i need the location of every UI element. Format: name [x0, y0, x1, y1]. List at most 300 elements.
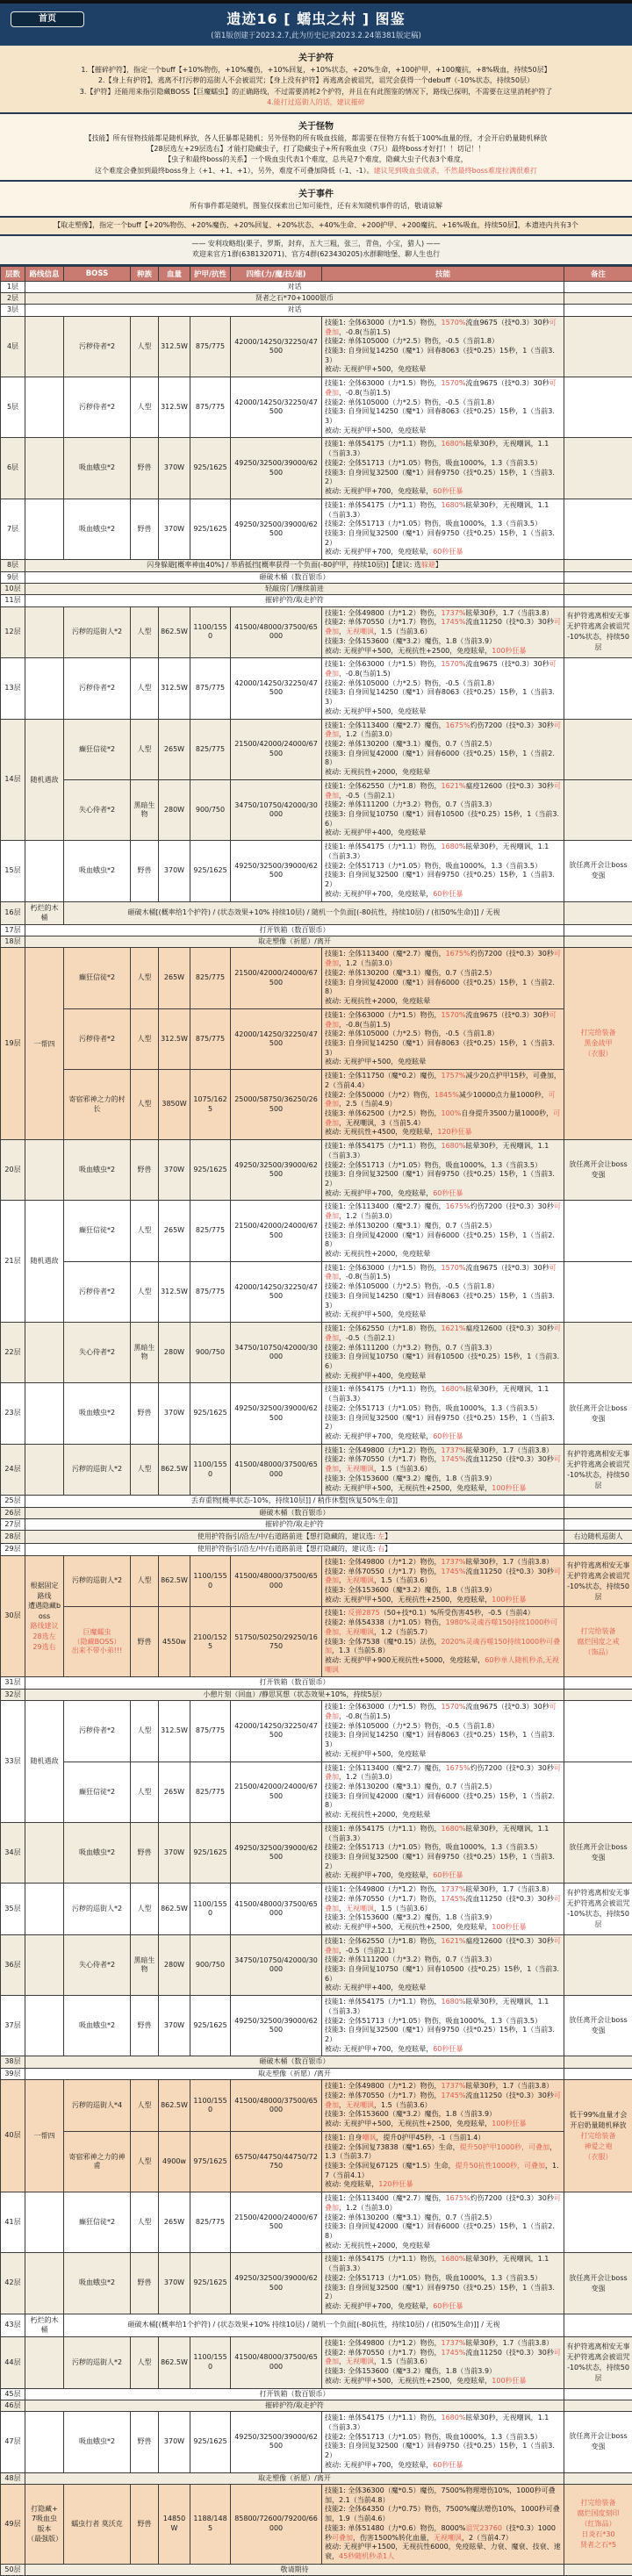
boss-name-cell: 癫狂信徒*2: [64, 2192, 131, 2253]
armor-cell: 875/775: [190, 658, 231, 719]
floor-cell: 27层: [1, 1519, 25, 1531]
species-cell: 野兽: [131, 499, 159, 559]
armor-cell: 925/1625: [190, 2253, 231, 2314]
species-cell: 野兽: [131, 1140, 159, 1201]
route-cell: [25, 316, 64, 377]
remark-cell: 有护符逃离相安无事 无护符逃离会被诅咒 -10%状态，持续50层: [564, 606, 632, 658]
table-row: [1, 1531, 632, 1544]
route-cell: [25, 1444, 64, 1496]
event-cell: 摧碎护符/取走护符: [25, 595, 564, 606]
floor-cell: 13层: [1, 658, 25, 719]
remark-cell: [564, 438, 632, 499]
floor-cell: 14层: [1, 719, 25, 841]
armor-cell: 1100/1550: [190, 2080, 231, 2132]
floor-cell: 37层: [1, 1996, 25, 2056]
route-cell: [25, 1323, 64, 1383]
stats-cell: 49250/32500/39000/62500: [231, 1822, 322, 1883]
event-cell: 对话: [25, 305, 564, 316]
remark-cell: 右边随机巡街人: [564, 1531, 632, 1544]
col-header-species: 种族: [131, 266, 159, 281]
remark-cell: [564, 1544, 632, 1555]
stats-cell: 42000/14250/32250/47500: [231, 1261, 322, 1322]
armor-cell: 900/750: [190, 779, 231, 840]
stats-cell: 65750/44750/44750/72750: [231, 2131, 322, 2192]
skills-cell: 技能1: 全体63000（力*1.5）物伤，1570%流血9675（技*0.3）30秒可叠加，-0.8(当前1.5) 技能2: 单体105000（力*2.5）物伤，-0.5（当前1.8） 技能3: 自身回复14250（魔*1）回春8063（技*0.25）15秒，1（当前3.3） 被动: 无视护甲+500，免疫眩晕: [322, 316, 564, 377]
skills-cell: 技能1: 全体63000（力*1.5）物伤，1570%流血9675（技*0.3）30秒可叠加，-0.8(当前1.5) 技能2: 单体105000（力*2.5）物伤，-0.5（当前1.8） 技能3: 自身回复14250（魔*1）回春8063（技*0.25）15秒，1（当前3.3） 被动: 无视护甲+500，免疫眩晕: [322, 1701, 564, 1762]
remark-cell: [564, 2192, 632, 2253]
event-cell: 打开铁箱（数百银币）: [25, 2388, 564, 2400]
skills-cell: 技能1: 全体63000（力*1.5）物伤，1570%流血9675（技*0.3）30秒可叠加，-0.8(当前1.5) 技能2: 单体105000（力*2.5）物伤，-0.5（当前1.8） 技能3: 自身回复14250（魔*1）回春8063（技*0.25）15秒，1（当前3.3） 被动: 无视护甲+500，免疫眩晕: [322, 377, 564, 438]
table-row: [1, 2056, 632, 2068]
floor-cell: 34层: [1, 1822, 25, 1883]
remark-cell: [564, 2388, 632, 2400]
armor-cell: 1100/1550: [190, 2336, 231, 2388]
event-cell: 取走塑像（祈愿）/离开: [25, 2068, 564, 2079]
species-cell: 黑暗生物: [131, 1934, 159, 1995]
species-cell: 野兽: [131, 841, 159, 901]
remark-cell: [564, 583, 632, 594]
armor-cell: 825/775: [190, 2192, 231, 2253]
route-cell: 朽烂的木桶: [25, 2314, 64, 2336]
floor-cell: 24层: [1, 1444, 25, 1496]
table-row: [1, 2564, 632, 2575]
armor-cell: 875/775: [190, 316, 231, 377]
remark-cell: [564, 719, 632, 779]
table-row: [1, 2412, 632, 2472]
table-row: [1, 606, 632, 658]
table-row: [1, 1934, 632, 1995]
armor-cell: 825/775: [190, 1201, 231, 1261]
remark-cell: 放任离开会让boss变强: [564, 1140, 632, 1201]
stats-cell: 34750/10750/42000/30000: [231, 779, 322, 840]
skills-cell: 技能1: 全体49800（力*1.2）物伤，1737%眩晕30秒，1.7（当前3.8） 技能2: 单体70550（力*1.7）物伤，1745%流血11250（技*0.3）30秒可叠加，无视嘲讽，1.5（当前3.6） 技能3: 全体153600（魔*3.2）魔伤，1.8（当前3.9） 被动: 无视护甲+500，无视抗性+2500，免疫眩晕，100秒狂暴: [322, 606, 564, 658]
floor-cell: 41层: [1, 2192, 25, 2253]
floor-cell: 17层: [1, 924, 25, 936]
hp-cell: 862.5W: [159, 2080, 190, 2132]
skills-cell: 技能1: 单体54175（力*1.1）物伤，1680%眩晕30秒，无视嘲讽，1.1（当前3.3） 技能2: 全体51713（力*1.05）物伤，吸血1000%，1.3（当前3.5） 技能3: 自身回复32500（魔*1）回春9750（技*0.25）15秒，1（当前3.2） 被动: 无视护甲+700，免疫眩晕，60秒狂暴: [322, 2253, 564, 2314]
route-cell: [25, 377, 64, 438]
armor-cell: 925/1625: [190, 499, 231, 559]
remark-cell: 打完给装备 腐烂国度刻印 （红饰品） 日炎石*30 贤者之石*5: [564, 2485, 632, 2565]
stats-cell: 42000/14250/32250/47500: [231, 658, 322, 719]
floor-cell: 38层: [1, 2056, 25, 2068]
species-cell: 人型: [131, 1008, 159, 1069]
species-cell: 野兽: [131, 1822, 159, 1883]
species-cell: 野兽: [131, 1996, 159, 2056]
hp-cell: 312.5W: [159, 1701, 190, 1762]
hp-cell: 862.5W: [159, 606, 190, 658]
remark-cell: [564, 560, 632, 571]
section-line: 【虫子和最终boss的关系】一个吸血虫代表1个难度，总共是7个难度，隐藏大虫子代表3个难度，: [9, 154, 623, 165]
species-cell: 人型: [131, 2131, 159, 2192]
skills-cell: 技能1: 单体54175（力*1.1）物伤，1680%眩晕30秒，无视嘲讽，1.1（当前3.3） 技能2: 全体51713（力*1.05）物伤，吸血1000%，1.3（当前3.5） 技能3: 自身回复32500（魔*1）回春9750（技*0.25）15秒，1（当前3.2） 被动: 无视护甲+700，免疫眩晕，60秒狂暴: [322, 2412, 564, 2472]
floor-cell: 25层: [1, 1496, 25, 1507]
boss-name-cell: 吸血蛾虫*2: [64, 499, 131, 559]
route-cell: [25, 2253, 64, 2314]
floor-cell: 47层: [1, 2412, 25, 2472]
stats-cell: 49250/32500/39000/62500: [231, 2412, 322, 2472]
route-cell: 随机遇敌: [25, 719, 64, 841]
col-header-armor: 护甲/抗性: [190, 266, 231, 281]
boss-name-cell: 污秽的巡街人*2: [64, 2336, 131, 2388]
stats-cell: 51750/50250/29250/16750: [231, 1607, 322, 1677]
route-cell: [25, 2412, 64, 2472]
remark-cell: [564, 2314, 632, 2336]
remark-cell: [564, 1762, 632, 1822]
hp-cell: 862.5W: [159, 1555, 190, 1607]
floor-cell: 19层: [1, 948, 25, 1140]
armor-cell: 875/775: [190, 1008, 231, 1069]
home-button[interactable]: 首页: [11, 11, 84, 27]
table-header-row: [1, 266, 632, 281]
table-row: [1, 1996, 632, 2056]
boss-name-cell: 癫狂信徒*2: [64, 719, 131, 779]
stats-cell: 21500/42000/24000/67500: [231, 1762, 322, 1822]
armor-cell: 925/1625: [190, 438, 231, 499]
remark-cell: [564, 779, 632, 840]
boss-name-cell: 癫狂信徒*2: [64, 1201, 131, 1261]
remark-cell: [564, 595, 632, 606]
route-cell: [25, 841, 64, 901]
boss-name-cell: 吸血蛾虫*2: [64, 2412, 131, 2472]
species-cell: 人型: [131, 1884, 159, 1935]
remark-cell: [564, 1496, 632, 1507]
remark-cell: 有护符逃离相安无事 无护符逃离会被诅咒 -10%状态，持续50层: [564, 1444, 632, 1496]
table-row: [1, 936, 632, 948]
boss-name-cell: 失心侍者*2: [64, 1323, 131, 1383]
species-cell: 野兽: [131, 1383, 159, 1444]
floor-cell: 8层: [1, 560, 25, 571]
section-talisman: [0, 46, 632, 114]
section-title: 关于事件: [9, 184, 623, 201]
table-row: [1, 1140, 632, 1201]
floor-cell: 36层: [1, 1934, 25, 1995]
boss-name-cell: 蠕虫行者 莫沃克: [64, 2485, 131, 2565]
stats-cell: 41500/48000/37500/65000: [231, 1444, 322, 1496]
remark-cell: 放任离开会让boss变强: [564, 2253, 632, 2314]
boss-name-cell: 吸血蛾虫*2: [64, 841, 131, 901]
floor-cell: 30层: [1, 1555, 25, 1677]
col-header-stats: 四维(力/魔/技/速): [231, 266, 322, 281]
floor-cell: 32层: [1, 1689, 25, 1700]
stats-cell: 49250/32500/39000/62500: [231, 2253, 322, 2314]
table-row: [1, 1677, 632, 1689]
route-cell: [25, 658, 64, 719]
stats-cell: 21500/42000/24000/67500: [231, 2192, 322, 2253]
armor-cell: 2100/1525: [190, 1607, 231, 1677]
species-cell: 人型: [131, 1555, 159, 1607]
skills-cell: 技能1: 全体63000（力*1.5）物伤，1570%流血9675（技*0.3）30秒可叠加，-0.8(当前1.5) 技能2: 单体105000（力*2.5）物伤，-0.5（当前1.8） 技能3: 自身回复14250（魔*1）回春8063（技*0.25）15秒，1（当前3.3） 被动: 无视护甲+500，免疫眩晕: [322, 1261, 564, 1322]
stats-cell: 49250/32500/39000/62500: [231, 438, 322, 499]
table-row: [1, 1762, 632, 1822]
table-row: [1, 438, 632, 499]
armor-cell: 900/750: [190, 1323, 231, 1383]
armor-cell: 1100/1550: [190, 1884, 231, 1935]
boss-name-cell: 吸血蛾虫*2: [64, 2253, 131, 2314]
floor-cell: 35层: [1, 1884, 25, 1935]
hp-cell: 4900w: [159, 2131, 190, 2192]
remark-cell: [564, 1934, 632, 1995]
hp-cell: 14850W: [159, 2485, 190, 2565]
hp-cell: 370W: [159, 438, 190, 499]
route-cell: 随机遇敌: [25, 1701, 64, 1823]
route-cell: [25, 1383, 64, 1444]
table-row: [1, 1070, 632, 1140]
info-sections: [0, 46, 632, 266]
table-row: [1, 948, 632, 1008]
boss-name-cell: 污秽的巡街人*4: [64, 2080, 131, 2132]
species-cell: 人型: [131, 2080, 159, 2132]
species-cell: 野兽: [131, 2412, 159, 2472]
remark-cell: [564, 305, 632, 316]
skills-cell: 技能1: 全体62550（力*1.8）物伤，1621%瘟疫12600（技*0.3）30秒可叠加，-0.5（当前2.1） 技能2: 单体111200（力*3.2）物伤，0.7（当前3.3） 技能3: 自身回复10750（魔*1）回春10500（技*0.25）15秒，1（当前3.6） 被动: 无视护甲+400，免疫眩晕: [322, 1934, 564, 1995]
table-row: [1, 1261, 632, 1322]
remark-cell: [564, 1507, 632, 1518]
skills-cell: 技能1: 全体113400（魔*2.7）魔伤，1675%灼伤7200（技*0.3）30秒可叠加，1.2（当前3.0） 技能2: 单体130200（魔*3.1）魔伤，0.7（当前2.5） 技能3: 自身回复42000（魔*1）回春6000（技*0.25）15秒，1（当前2.8） 被动: 无视抗性+2000，免疫眩晕: [322, 2192, 564, 2253]
route-cell: 打隐藏+ 7吸血虫 版本 （最强版）: [25, 2485, 64, 2565]
floor-cell: 43层: [1, 2314, 25, 2336]
hp-cell: 280W: [159, 779, 190, 840]
table-row: [1, 281, 632, 292]
floor-cell: 28层: [1, 1531, 25, 1544]
floor-cell: 44层: [1, 2336, 25, 2388]
section-line: 【取走塑像】，指定一个buff【+20%物伤、+20%魔伤、+20%回复、+20%状态、+40%生命、+200护甲、+200魔抗、+16%吸血，持续50层】，本遗迹内共有3个: [9, 220, 623, 231]
section-title: 关于怪物: [9, 117, 623, 133]
table-row: [1, 1201, 632, 1261]
floor-cell: 22层: [1, 1323, 25, 1383]
boss-name-cell: 污秽的巡街人*2: [64, 1444, 131, 1496]
armor-cell: 1075/1625: [190, 1070, 231, 1140]
stats-cell: 34750/10750/42000/30000: [231, 1934, 322, 1995]
stats-cell: 41500/48000/37500/65000: [231, 2080, 322, 2132]
species-cell: 人型: [131, 719, 159, 779]
hp-cell: 265W: [159, 719, 190, 779]
route-cell: 随机遇敌: [25, 1201, 64, 1323]
floor-cell: 33层: [1, 1701, 25, 1823]
skills-cell: 技能1: 全体49800（力*1.2）物伤，1737%眩晕30秒，1.7（当前3.8） 技能2: 单体70550（力*1.7）物伤，1745%流血11250（技*0.3）30秒可叠加，无视嘲讽，1.5（当前3.6） 技能3: 全体153600（魔*3.2）魔伤，1.8（当前3.9） 被动: 无视护甲+500，无视抗性+2500，免疫眩晕，100秒狂暴: [322, 2080, 564, 2132]
skills-cell: 技能1: 单体54175（力*1.1）物伤，1680%眩晕30秒，无视嘲讽，1.1（当前3.3） 技能2: 全体51713（力*1.05）物伤，吸血1000%，1.3（当前3.5） 技能3: 自身回复32500（魔*1）回春9750（技*0.25）15秒，1（当前3.2） 被动: 无视护甲+700，免疫眩晕，60秒狂暴: [322, 499, 564, 559]
section-line: 4.能打过巡街人的话，建议摧碎: [9, 97, 623, 108]
boss-name-cell: 污秽的巡街人*2: [64, 1884, 131, 1935]
hp-cell: 370W: [159, 2412, 190, 2472]
table-row: [1, 2068, 632, 2079]
section-events: [0, 182, 632, 217]
table-row: [1, 2336, 632, 2388]
skills-cell: 技能1: 全体63000（力*1.5）物伤，1570%流血9675（技*0.3）30秒可叠加，-0.8(当前1.5) 技能2: 单体105000（力*2.5）物伤，-0.5（当前1.8） 技能3: 自身回复14250（魔*1）回春8063（技*0.25）15秒，1（当前3.3） 被动: 无视护甲+500，免疫眩晕: [322, 1008, 564, 1069]
boss-name-cell: 污秽侍者*2: [64, 1701, 131, 1762]
remark-cell: [564, 499, 632, 559]
event-cell: 小憩片刻（回血）/静思冥想（状态效果+10%，持续5层）: [25, 1689, 564, 1700]
species-cell: 人型: [131, 2336, 159, 2388]
guide-table: [0, 266, 632, 2576]
species-cell: 人型: [131, 316, 159, 377]
hp-cell: 370W: [159, 841, 190, 901]
floor-cell: 29层: [1, 1544, 25, 1555]
table-row: [1, 1323, 632, 1383]
boss-name-cell: 吸血蛾虫*2: [64, 1996, 131, 2056]
remark-cell: [564, 316, 632, 377]
skills-cell: 技能1: 全体49800（力*1.2）物伤，1737%眩晕30秒，1.7（当前3.8） 技能2: 单体70550（力*1.7）物伤，1745%流血11250（技*0.3）30秒可叠加，无视嘲讽，1.5（当前3.6） 技能3: 全体153600（魔*3.2）魔伤，1.8（当前3.9） 被动: 无视护甲+500，无视抗性+2500，免疫眩晕，100秒狂暴: [322, 1884, 564, 1935]
skills-cell: 技能1: 全体62550（力*1.8）物伤，1621%瘟疫12600（技*0.3）30秒可叠加，-0.5（当前2.1） 技能2: 单体111200（力*3.2）物伤，0.7（当前3.3） 技能3: 自身回复10750（魔*1）回春10500（技*0.25）15秒，1（当前3.6） 被动: 无视护甲+400，免疫眩晕: [322, 1323, 564, 1383]
event-cell: 取走塑像（祈愿）/离开: [25, 936, 564, 948]
event-cell: 摧碎护符/取走护符: [25, 2400, 564, 2411]
skills-cell: 技能1: 全体62550（力*1.8）物伤，1621%瘟疫12600（技*0.3）30秒可叠加，-0.5（当前2.1） 技能2: 单体111200（力*3.2）物伤，0.7（当前3.3） 技能3: 自身回复10750（魔*1）回春10500（技*0.25）15秒，1（当前3.6） 被动: 无视护甲+400，免疫眩晕: [322, 779, 564, 840]
stats-cell: 49250/32500/39000/62500: [231, 1996, 322, 2056]
table-row: [1, 2388, 632, 2400]
table-row: [1, 1701, 632, 1762]
skills-cell: 技能1: 反弹2875（50+技*0.1）%所受伤害45秒，-0.5（当前4） 技能2: 单体54338（力*1.05）物伤，1980%灵魂吞噬150持续1000秒可叠加，无视嘲讽，1.2（当前5.7） 技能3: 全体7538（魔*0.15）法伤，2020%灵魂吞噬150持续1000秒可叠加，1.3（当前5.8） 被动: 无视护甲+900无视抗性+5000，免疫眩晕，60秒单人随机秒杀,无视嘲讽: [322, 1607, 564, 1677]
hp-cell: 4550w: [159, 1607, 190, 1677]
stats-cell: 21500/42000/24000/67500: [231, 719, 322, 779]
stats-cell: 25000/58750/36250/26500: [231, 1070, 322, 1140]
skills-cell: 技能1: 单体54175（力*1.1）物伤，1680%眩晕30秒，无视嘲讽，1.1（当前3.3） 技能2: 全体51713（力*1.05）物伤，吸血1000%，1.3（当前3.5） 技能3: 自身回复32500（魔*1）回春9750（技*0.25）15秒，1（当前3.2） 被动: 无视护甲+700，免疫眩晕，60秒狂暴: [322, 841, 564, 901]
armor-cell: 875/775: [190, 1701, 231, 1762]
skills-cell: 技能1: 全体113400（魔*2.7）魔伤，1675%灼伤7200（技*0.3）30秒可叠加，1.2（当前3.0） 技能2: 单体130200（魔*3.1）魔伤，0.7（当前2.5） 技能3: 自身回复42000（魔*1）回春6000（技*0.25）15秒，1（当前2.8） 被动: 无视抗性+2000，免疫眩晕: [322, 1762, 564, 1822]
table-row: [1, 2472, 632, 2484]
event-cell: 敬请期待: [25, 2564, 564, 2575]
table-row: [1, 1383, 632, 1444]
hp-cell: 3850W: [159, 1070, 190, 1140]
page-title: 遗迹16 [ 蠕虫之村 ] 图鉴: [0, 8, 632, 28]
table-row: [1, 2131, 632, 2192]
col-header-skills: 技能: [322, 266, 564, 281]
boss-name-cell: 污秽的巡街人*2: [64, 606, 131, 658]
armor-cell: 1100/1550: [190, 1555, 231, 1607]
table-row: [1, 305, 632, 316]
armor-cell: 925/1625: [190, 1822, 231, 1883]
floor-cell: 6层: [1, 438, 25, 499]
hp-cell: 370W: [159, 1996, 190, 2056]
floor-cell: 20层: [1, 1140, 25, 1201]
floor-cell: 9层: [1, 571, 25, 583]
skills-cell: 技能1: 全体49800（力*1.2）物伤，1737%眩晕30秒，1.7（当前3.8） 技能2: 单体70550（力*1.7）物伤，1745%流血11250（技*0.3）30秒可叠加，无视嘲讽，1.5（当前3.6） 技能3: 全体153600（魔*3.2）魔伤，1.8（当前3.9） 被动: 无视护甲+500，无视抗性+2500，免疫眩晕，100秒狂暴: [322, 1444, 564, 1496]
species-cell: 黑暗生物: [131, 779, 159, 840]
table-row: [1, 2485, 632, 2565]
species-cell: 野兽: [131, 438, 159, 499]
skills-cell: 技能1: 全体11750（魔*0.2）魔伤，1757%减少20点护甲15秒，可叠加，2（当前4.4） 技能2: 全体50000（力*2）物伤，1845%减少10000点力量1000秒，可叠加，2.5（当前4.9） 技能3: 单体62500（力*2.5）物伤，100%自身提升3500力量1000秒，可叠加，无视嘲讽，3（当前5.4） 被动: 无视抗性+4500，免疫眩晕，120秒狂暴: [322, 1070, 564, 1140]
hp-cell: 370W: [159, 2253, 190, 2314]
hp-cell: 370W: [159, 1822, 190, 1883]
floor-cell: 2层: [1, 293, 25, 305]
stats-cell: 85800/72600/79200/66000: [231, 2485, 322, 2565]
section-line: 欢迎来官方1群(638132071)、官方4群(623430205)水群聊地堡、聊人生也行: [9, 249, 623, 260]
stats-cell: 21500/42000/24000/67500: [231, 1201, 322, 1261]
remark-cell: 放任离开会让boss变强: [564, 1822, 632, 1883]
event-cell: 摧碎护符/取走护符: [25, 1519, 564, 1531]
section-line: —— 安利攻略组(栗子，罗斯，封弃，五大三粗，张三，青鱼，小宝，猎人) ——: [9, 239, 623, 249]
floor-cell: 39层: [1, 2068, 25, 2079]
armor-cell: 925/1625: [190, 1996, 231, 2056]
col-header-boss: BOSS: [64, 266, 131, 281]
skills-cell: 技能1: 全体49800（力*1.2）物伤，1737%眩晕30秒，1.7（当前3.8） 技能2: 单体70550（力*1.7）物伤，1745%流血11250（技*0.3）30秒可叠加，无视嘲讽，1.5（当前3.6） 技能3: 全体153600（魔*3.2）魔伤，1.8（当前3.9） 被动: 无视护甲+500，无视抗性+2500，免疫眩晕，100秒狂暴: [322, 1555, 564, 1607]
remark-cell: [564, 1519, 632, 1531]
table-row: [1, 719, 632, 779]
armor-cell: 825/775: [190, 948, 231, 1008]
stats-cell: 41500/48000/37500/65000: [231, 1555, 322, 1607]
remark-cell: 低于99%血量才会 开启奶量随机释放 打完给装备 神爱之袍 （衣服）: [564, 2080, 632, 2192]
col-header-route: 路线信息: [25, 266, 64, 281]
species-cell: 人型: [131, 1201, 159, 1261]
hp-cell: 280W: [159, 1323, 190, 1383]
remark-cell: [564, 293, 632, 305]
col-header-floor: 层数: [1, 266, 25, 281]
skills-cell: 技能1: 单体54175（力*1.1）物伤，1680%眩晕30秒，无视嘲讽，1.1（当前3.3） 技能2: 全体51713（力*1.05）物伤，吸血1000%，1.3（当前3.5） 技能3: 自身回复32500（魔*1）回春9750（技*0.25）15秒，1（当前3.2） 被动: 无视护甲+700，免疫眩晕，60秒狂暴: [322, 1996, 564, 2056]
boss-name-cell: 污秽侍者*2: [64, 316, 131, 377]
armor-cell: 1100/1550: [190, 606, 231, 658]
section-line: 【28层选左+29层选右】才能打隐藏虫子，打了隐藏虫子+所有吸血虫（7只）最终boss才好打！！切记！！: [9, 144, 623, 154]
skills-cell: 技能1: 自身嘲讽，提升0护甲45秒，-1（当前1.4） 技能2: 全体回复73838（魔*1.65）生命，提升50护甲1000秒，可叠加，1.3（当前3.7） 技能3: 全体回复67125（魔*1.5）生命，提升50抗性1000秒，可叠加，1.7（当前4.1） 被动: 免疫眩晕，120秒狂暴: [322, 2131, 564, 2192]
armor-cell: 1100/1550: [190, 1444, 231, 1496]
boss-name-cell: 污秽侍者*2: [64, 377, 131, 438]
event-cell: 对话: [25, 281, 564, 292]
table-row: [1, 2080, 632, 2132]
table-row: [1, 595, 632, 606]
hp-cell: 312.5W: [159, 1008, 190, 1069]
remark-cell: 有护符逃离相安无事 无护符逃离会被诅咒 -10%状态，持续50层: [564, 1555, 632, 1607]
species-cell: 野兽: [131, 2485, 159, 2565]
stats-cell: 42000/14250/32250/47500: [231, 1701, 322, 1762]
section-line: 3.【护符】还能用来指引隐藏BOSS【巨魔蠕虫】的正确路线，不过需要消耗2个护符，并且在有此图鉴的情况下，路线已探明，不需要在这里消耗护符了: [9, 87, 623, 97]
remark-cell: [564, 377, 632, 438]
hp-cell: 312.5W: [159, 316, 190, 377]
route-cell: [25, 1996, 64, 2056]
table-row: [1, 571, 632, 583]
table-row: [1, 658, 632, 719]
event-cell: 打开铁箱（数百银币）: [25, 924, 564, 936]
armor-cell: 825/775: [190, 1762, 231, 1822]
skills-cell: 技能1: 全体113400（魔*2.7）魔伤，1675%灼伤7200（技*0.3）30秒可叠加，1.2（当前3.0） 技能2: 单体130200（魔*3.1）魔伤，0.7（当前2.5） 技能3: 自身回复42000（魔*1）回春6000（技*0.25）15秒，1（当前2.8） 被动: 无视抗性+2000，免疫眩晕: [322, 1201, 564, 1261]
table-row: [1, 1884, 632, 1935]
remark-cell: [564, 2056, 632, 2068]
floor-cell: 45层: [1, 2388, 25, 2400]
remark-cell: [564, 658, 632, 719]
table-row: [1, 1444, 632, 1496]
skills-cell: 技能1: 全体49800（力*1.2）物伤，1737%眩晕30秒，1.7（当前3.8） 技能2: 单体70550（力*1.7）物伤，1745%流血11250（技*0.3）30秒可叠加，无视嘲讽，1.5（当前3.6） 技能3: 全体153600（魔*3.2）魔伤，1.8（当前3.9） 被动: 无视护甲+500，无视抗性+2500，免疫眩晕，100秒狂暴: [322, 2336, 564, 2388]
table-row: [1, 2314, 632, 2336]
species-cell: 人型: [131, 1261, 159, 1322]
species-cell: 黑暗生物: [131, 1323, 159, 1383]
remark-cell: [564, 571, 632, 583]
table-row: [1, 2192, 632, 2253]
remark-cell: [564, 1261, 632, 1322]
species-cell: 人型: [131, 658, 159, 719]
table-row: [1, 293, 632, 305]
remark-cell: 放任离开会让boss变强: [564, 2412, 632, 2472]
skills-cell: 技能1: 单体54175（力*1.1）物伤，1680%眩晕30秒，无视嘲讽，1.1（当前3.3） 技能2: 全体51713（力*1.05）物伤，吸血1000%，1.3（当前3.5） 技能3: 自身回复32500（魔*1）回春9750（技*0.25）15秒，1（当前3.2） 被动: 无视护甲+700，免疫眩晕，60秒狂暴: [322, 1822, 564, 1883]
floor-cell: 5层: [1, 377, 25, 438]
event-cell: 轻敲房门/继续前进: [25, 583, 564, 594]
armor-cell: 900/750: [190, 1934, 231, 1995]
species-cell: 人型: [131, 1701, 159, 1762]
remark-cell: [564, 281, 632, 292]
route-cell: [25, 1822, 64, 1883]
floor-cell: 4层: [1, 316, 25, 377]
stats-cell: 41500/48000/37500/65000: [231, 606, 322, 658]
hp-cell: 265W: [159, 948, 190, 1008]
event-cell: 砸破木桶（数百银币）: [25, 571, 564, 583]
table-row: [1, 1555, 632, 1607]
armor-cell: 1188/1485: [190, 2485, 231, 2565]
hp-cell: 370W: [159, 1140, 190, 1201]
event-cell: 取走塑像（祈愿）/离开: [25, 2472, 564, 2484]
event-cell: 贤者之石*70+1000银币: [25, 293, 564, 305]
event-cell: 使用护符指引/沿左/中/右道路前进【想打隐藏的，建议选: 右】: [25, 1544, 564, 1555]
table-row: [1, 499, 632, 559]
table-row: [1, 901, 632, 924]
page-subtitle: (第1版创建于2023.2.7,此为历史记录2023.2.24第381版定稿): [0, 30, 632, 40]
section-monsters: [0, 114, 632, 183]
hp-cell: 280W: [159, 1934, 190, 1995]
